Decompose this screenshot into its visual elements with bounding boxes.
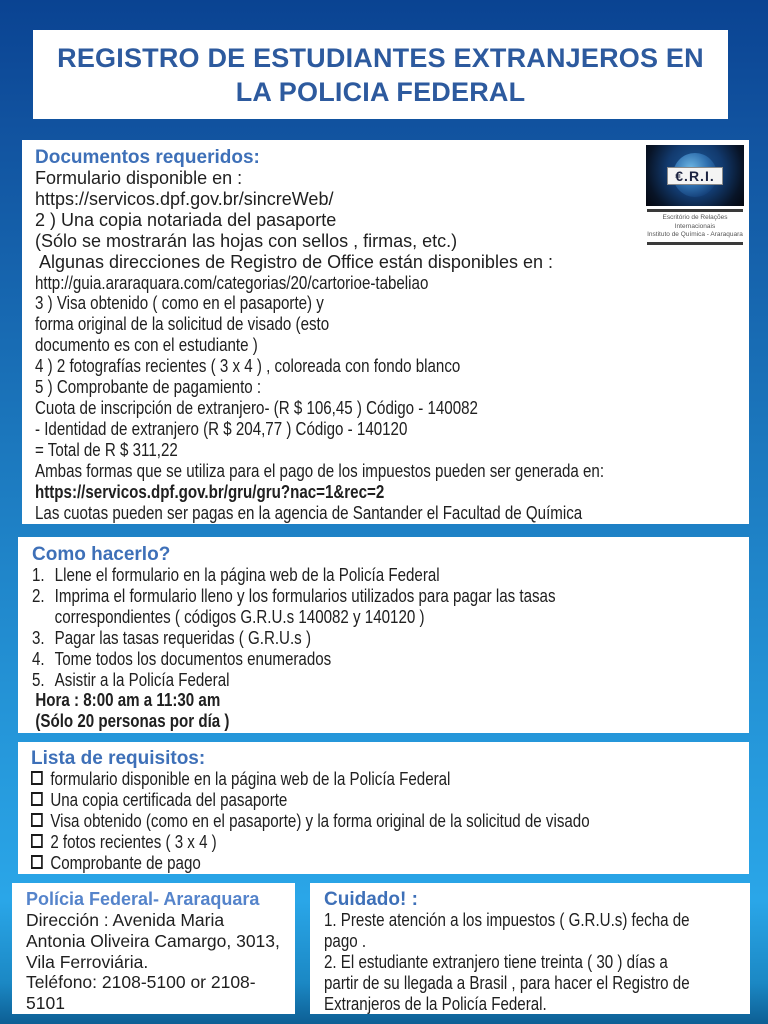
checklist-item [31, 832, 634, 853]
checklist-item [31, 790, 634, 811]
cri-acronym: €.R.I. [667, 167, 722, 185]
hours-note: Hora : 8:00 am a 11:30 am [35, 690, 221, 711]
step-text: correspondientes ( códigos G.R.U.s 140082 y 140120 ) [54, 606, 425, 627]
cri-logo [646, 145, 744, 247]
document-line: Las cuotas pueden ser pagas en la agencia de Santander el Facultad de Química [35, 502, 583, 523]
document-line: Formulario disponible en : [35, 168, 243, 188]
document-line-total: = Total de R $ 311,22 [35, 439, 178, 460]
checkbox-icon [31, 834, 43, 848]
warning-line: 1. Preste atención a los impuestos ( G.R.U.s) fecha de [324, 910, 690, 930]
caption-line: Instituto de Química - Araraquara [647, 231, 743, 238]
checklist-heading: Lista de requisitos: [31, 748, 206, 769]
step-text: Pagar las tasas requeridas ( G.R.U.s ) [54, 627, 311, 648]
caption-rule-top [647, 209, 743, 212]
step-number: 5. [32, 669, 45, 690]
document-line: 2 ) Una copia notariada del pasaporte [35, 209, 337, 230]
step-number: 1. [32, 565, 45, 585]
step-text: Imprima el formulario lleno y los formularios utilizados para pagar las tasas [54, 585, 556, 606]
document-line-url: http://guia.araraquara.com/categorias/20/cartorioe-tabeliao [35, 272, 429, 293]
documents-heading: Documentos requeridos: [35, 147, 260, 168]
step-number: 3. [32, 627, 45, 648]
checklist-item-label: Comprobante de pago [50, 853, 201, 873]
checklist-item [31, 811, 634, 832]
phone-line: Teléfono: 2108-5100 or 2108- [26, 972, 256, 993]
cri-logo-image [646, 145, 744, 206]
title-card [33, 30, 728, 119]
checklist-item-label: Una copia certificada del pasaporte [50, 790, 288, 810]
address-line: Vila Ferroviária. [26, 951, 149, 972]
warning-line: 2. El estudiante extranjero tiene treinta ( 30 ) días a [324, 951, 668, 972]
document-line: forma original de la solicitud de visado (esto [35, 314, 330, 335]
step-text: Asistir a la Policía Federal [54, 669, 230, 690]
checklist-item-label: Visa obtenido (como en el pasaporte) y la forma original de la solicitud de visado [50, 811, 590, 831]
page-title: REGISTRO DE ESTUDIANTES EXTRANJEROS EN LA POLICIA FEDERAL [57, 42, 704, 107]
warning-heading: Cuidado! : [324, 889, 418, 910]
step-number [32, 607, 55, 628]
checkbox-icon [31, 813, 43, 827]
checkbox-icon [31, 792, 43, 806]
caption-line: Internacionais [674, 222, 716, 230]
checklist-item [31, 853, 634, 874]
warning-line: partir de su llegada a Brasil , para hacer el Registro de [324, 972, 690, 993]
checkbox-icon [31, 771, 43, 785]
how-to-card [18, 537, 749, 733]
step-text: Tome todos los documentos enumerados [54, 648, 332, 669]
step-text: Llene el formulario en la página web de la Policía Federal [54, 565, 440, 585]
document-line-fee: Cuota de inscripción de extranjero- (R $ 106,45 ) Código - 140082 [35, 397, 478, 418]
documents-card [22, 140, 749, 524]
step-number: 4. [32, 648, 45, 669]
document-line: (Sólo se mostrarán las hojas con sellos , firmas, etc.) [35, 230, 458, 251]
warning-line: Extranjeros de la Policía Federal. [324, 993, 547, 1014]
how-step [32, 565, 634, 586]
address-line: Dirección : Avenida Maria [26, 910, 225, 930]
warning-card [310, 883, 750, 1014]
how-step [32, 649, 634, 670]
police-address-card [12, 883, 295, 1014]
warning-line: pago . [324, 930, 367, 951]
police-card-heading: Polícia Federal- Araraquara [26, 889, 260, 909]
capacity-note: (Sólo 20 personas por día ) [35, 711, 230, 732]
document-line-url: https://servicos.dpf.gov.br/sincreWeb/ [35, 188, 334, 209]
address-line: Antonia Oliveira Camargo, 3013, [26, 930, 280, 951]
how-step-continuation [32, 607, 634, 628]
checklist-item-label: formulario disponible en la página web de la Policía Federal [50, 769, 451, 789]
checklist-item-label: 2 fotos recientes ( 3 x 4 ) [50, 832, 217, 852]
document-line: documento es con el estudiante ) [35, 335, 258, 356]
how-step [32, 628, 634, 649]
cri-logo-caption [646, 209, 744, 245]
document-line: 5 ) Comprobante de pagamiento : [35, 377, 262, 398]
document-line: 3 ) Visa obtenido ( como en el pasaporte) y [35, 293, 324, 314]
step-number: 2. [32, 585, 45, 606]
document-line: Algunas direcciones de Registro de Office están disponibles en : [39, 251, 553, 272]
document-line: Ambas formas que se utiliza para el pago de los impuestos pueden ser generada en: [35, 460, 605, 481]
checklist-item [31, 769, 634, 790]
document-line: 4 ) 2 fotografías recientes ( 3 x 4 ) , coloreada con fondo blanco [35, 356, 461, 377]
checklist-card [18, 742, 749, 874]
how-step [32, 670, 634, 691]
document-line-url: https://servicos.dpf.gov.br/gru/gru?nac=1&rec=2 [35, 481, 385, 502]
checkbox-icon [31, 855, 43, 869]
how-to-heading: Como hacerlo? [32, 544, 171, 565]
caption-line: Escritório de Relações [662, 214, 728, 221]
caption-rule-bottom [647, 242, 743, 245]
phone-line: 5101 [26, 993, 65, 1014]
document-line-fee: - Identidad de extranjero (R $ 204,77 ) Código - 140120 [35, 418, 408, 439]
how-step [32, 586, 634, 607]
